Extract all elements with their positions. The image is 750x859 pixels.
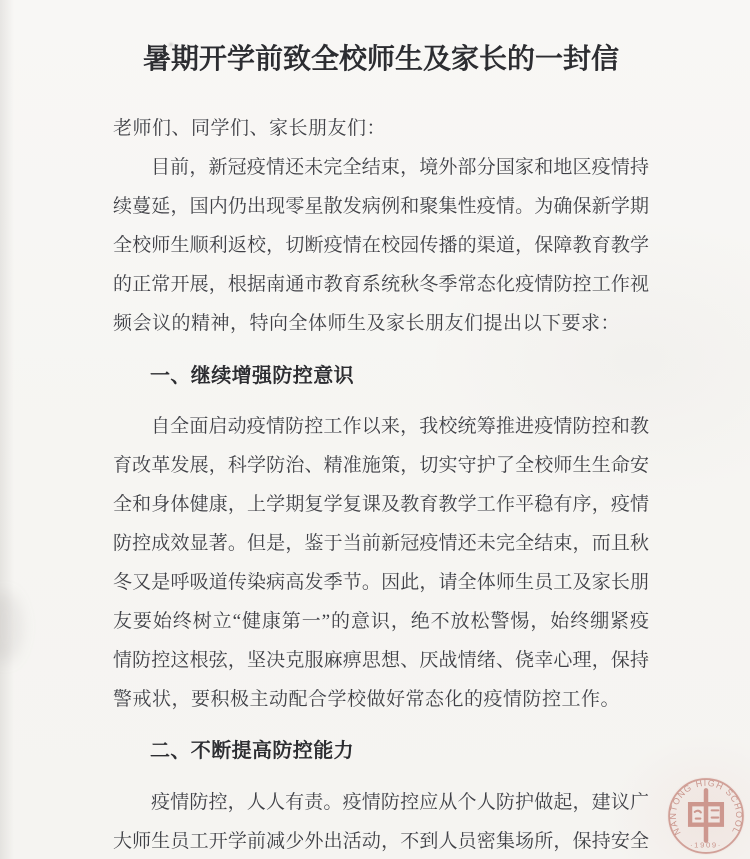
body-line: 目前，新冠疫情还未完全结束，境外部分国家和地区疫情持 bbox=[151, 157, 649, 179]
body-line: 全校师生顺利返校，切断疫情在校园传播的渠道，保障教育教学 bbox=[113, 235, 649, 257]
letter-title: 暑期开学前致全校师生及家长的一封信 bbox=[142, 43, 619, 74]
seal-arc-text: NANTONG HIGH SCHOOL bbox=[667, 777, 745, 837]
section-heading: 二、不断提高防控能力 bbox=[150, 740, 354, 763]
body-line: 警戒状，要积极主动配合学校做好常态化的疫情防控工作。 bbox=[113, 689, 621, 711]
letter-salutation: 老师们、同学们、家长朋友们： bbox=[113, 118, 387, 139]
body-line: 频会议的精神，特向全体师生及家长朋友们提出以下要求： bbox=[113, 313, 621, 335]
body-line: 自全面启动疫情防控工作以来，我校统筹推进疫情防控和教 bbox=[151, 415, 649, 437]
body-line: 情防控这根弦，坚决克服麻痹思想、厌战情绪、侥幸心理，保持 bbox=[113, 650, 649, 672]
body-line: 全和身体健康，上学期复学复课及教育教学工作平稳有序，疫情 bbox=[113, 493, 649, 515]
paragraph bbox=[113, 148, 649, 343]
paragraph bbox=[113, 783, 649, 859]
body-line: 防控成效显著。但是，鉴于当前新冠疫情还未完全结束，而且秋 bbox=[113, 532, 649, 554]
section-heading: 一、继续增强防控意识 bbox=[150, 364, 354, 387]
scan-smudge bbox=[0, 592, 22, 662]
body-line: 续蔓延，国内仍出现零星散发病例和聚集性疫情。为确保新学期 bbox=[113, 196, 649, 218]
school-seal-watermark bbox=[665, 775, 747, 857]
body-line: 大师生员工开学前减少外出活动，不到人员密集场所，保持安全 bbox=[113, 830, 649, 852]
body-line: 友要始终树立“健康第一”的意识，绝不放松警惕，始终绷紧疫 bbox=[113, 611, 649, 633]
letter-body bbox=[113, 148, 649, 859]
seal-year-text: ·1909· bbox=[689, 840, 723, 850]
body-line: 的正常开展，根据南通市教育系统秋冬季常态化疫情防控工作视 bbox=[113, 274, 649, 296]
body-line: 冬又是呼吸道传染病高发季节。因此，请全体师生员工及家长朋 bbox=[113, 572, 649, 594]
body-line: 疫情防控，人人有责。疫情防控应从个人防护做起，建议广 bbox=[151, 791, 649, 813]
paragraph bbox=[113, 407, 649, 720]
letter-content bbox=[113, 0, 649, 859]
body-line: 育改革发展，科学防治、精准施策，切实守护了全校师生生命安 bbox=[113, 454, 649, 476]
